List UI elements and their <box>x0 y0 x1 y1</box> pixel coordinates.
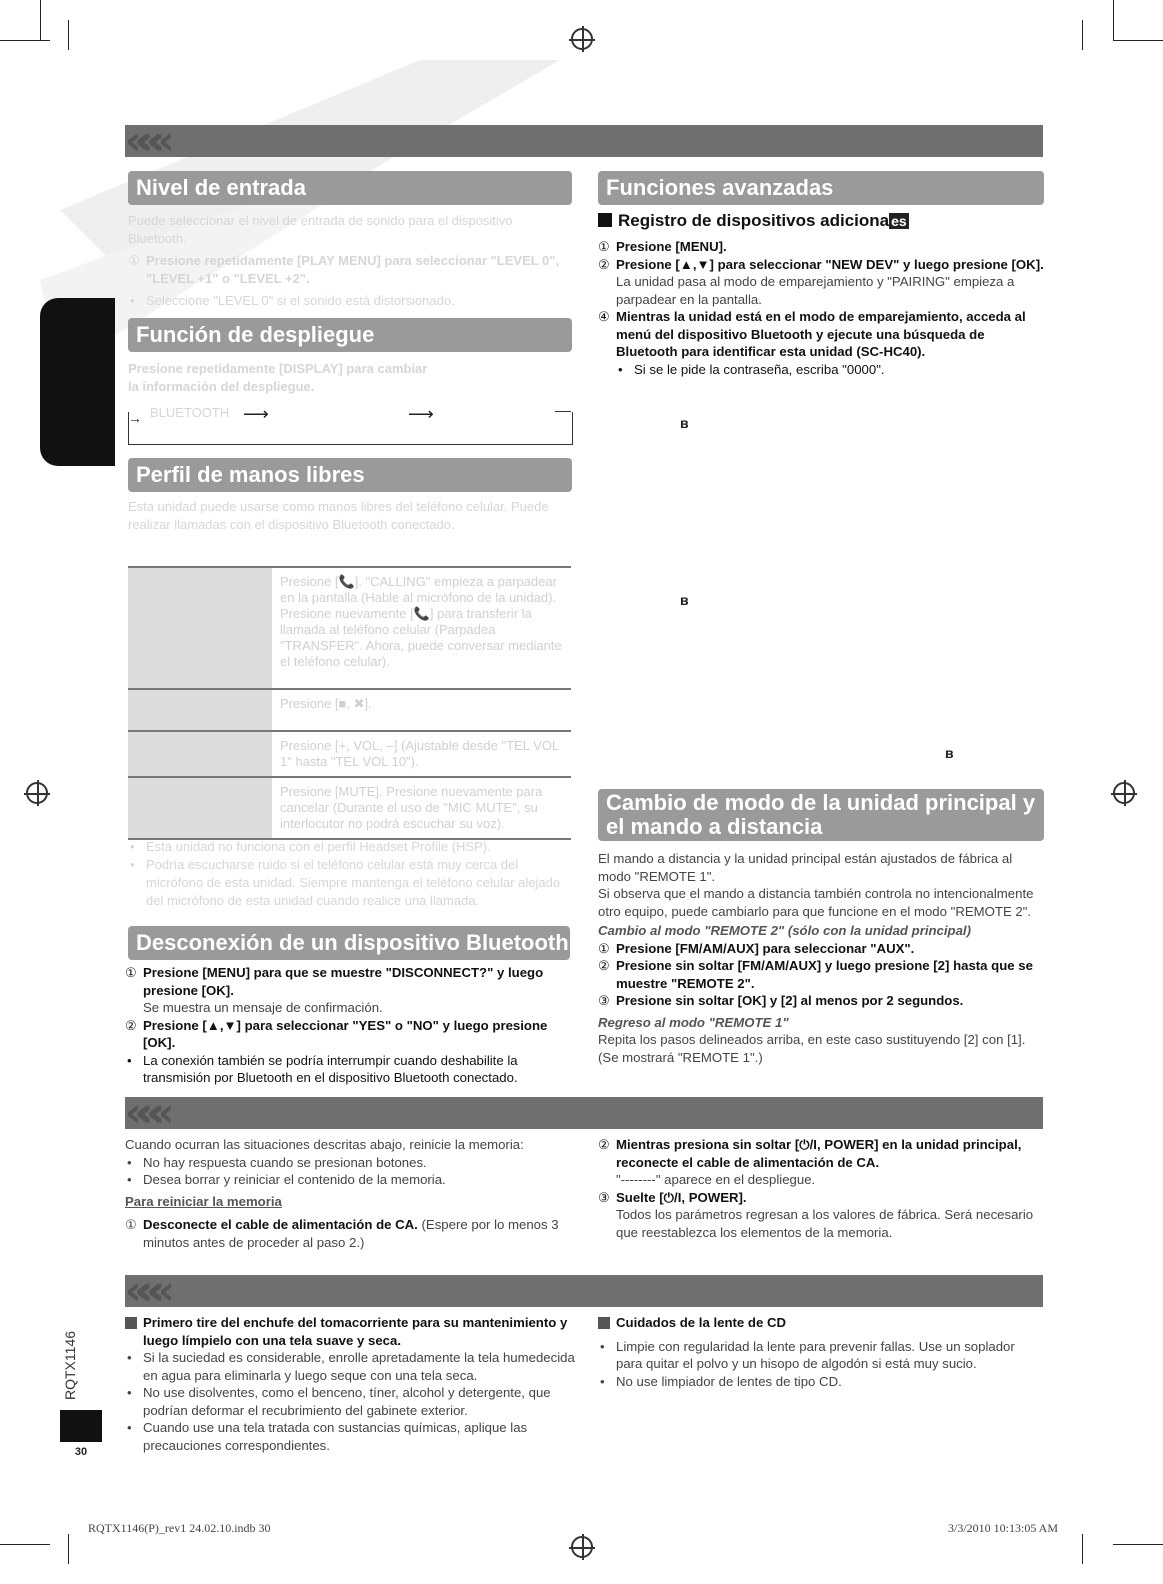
nivel-bullet: • Seleccione "LEVEL 0" si el sonido está distorsionado. <box>128 292 568 310</box>
table-row <box>128 731 571 777</box>
table-cell: Presione [📞]. "CALLING" empieza a parpadear en la pantalla (Hable al micrófono de la unidad). Presione nuevamente [📞] para transferir la llamada al teléfono celular (Parpadea "TRANSFER". Ahora, puede conversar mediante el teléfono celular). <box>272 567 571 689</box>
nivel-step: ① Presione repetidamente [PLAY MENU] para seleccionar "LEVEL 0", "LEVEL +1" o "LEVEL +2". <box>128 253 560 286</box>
section-title-cambio: Cambio de modo de la unidad principal y el mando a distancia <box>598 789 1044 841</box>
table-cell: Presione [MUTE]. Presione nuevamente para cancelar (Durante el uso de "MIC MUTE", su interlocutor no podrá escuchar su voz). <box>272 777 571 839</box>
arrow-icon: ⟶ <box>243 404 269 424</box>
chevron-icon: ««« <box>125 1268 161 1314</box>
page-number: 30 <box>74 1446 88 1458</box>
registration-mark-icon <box>1113 782 1135 804</box>
care-band <box>125 1268 1043 1314</box>
bluetooth-icon: ʙ <box>945 745 954 761</box>
arrow-icon: ⟶ <box>408 404 434 424</box>
chevron-icon: ««« <box>125 118 161 164</box>
side-tab <box>40 298 115 466</box>
registration-mark-icon <box>26 782 48 804</box>
section-title-despliegue: Función de despliegue <box>128 318 572 352</box>
nivel-text: Puede seleccionar el nivel de entrada de sonido para el dispositivo Bluetooth. <box>128 213 513 246</box>
desc-step-1-note: Se muestra un mensaje de confirmación. <box>143 1000 383 1015</box>
desconexion-steps: ① Presione [MENU] para que se muestre "DISCONNECT?" y luego presione [OK]. Se muestra un mensaje de confirmación. ② Presione [▲,▼] para seleccionar "YES" o "NO" y luego presione [OK]. • La conexión también se podría interrumpir cuando deshabilite la transmisión por Bluetooth en el dispositivo Bluetooth conectado. <box>125 964 575 1087</box>
desc-step-1: ① Presione [MENU] para que se muestre "DISCONNECT?" y luego presione [OK]. <box>125 965 544 998</box>
care-right: Cuidados de la lente de CD • Limpie con regularidad la lente para prevenir fallas. Use un soplador para quitar el polvo y un hisopo de algodón si está muy sucio. • No use limpiador de lentes de tipo CD. <box>598 1314 1044 1390</box>
reset-right: ② Mientras presiona sin soltar [⏻/I, POWER] en la unidad principal, reconecte el cable de alimentación de CA. "--------" aparece en el despliegue. ③ Suelte [⏻/I, POWER]. Todos los parámetros regresan a los valores de fábrica. Será necesario que reestablezca los elementos de la memoria. <box>598 1137 1034 1240</box>
table-cell: Presione [■, ✖]. <box>272 689 571 731</box>
section-title-avanzadas: Funciones avanzadas <box>598 171 1044 205</box>
page-tab <box>60 1410 102 1442</box>
registration-mark-icon <box>571 1536 593 1558</box>
table-cell-label <box>128 731 272 777</box>
care-left: Primero tire del enchufe del tomacorriente para su mantenimiento y luego límpielo con una tela suave y seca. • Si la suciedad es considerable, enrolle apretadamente la tela humedecida en agua para eliminarla y luego seque con una tela seca. • No use disolventes, como el benceno, tíner, alcohol y detergente, que podrían deformar el recubrimiento del gabinete exterior. • Cuando use una tela tratada con sustancias químicas, aplique las precauciones correspondientes. <box>125 1314 575 1454</box>
section-title-manos: Perfil de manos libres <box>128 458 572 492</box>
chevron-icon: ««« <box>125 1090 161 1136</box>
despliegue-text: Presione repetidamente [DISPLAY] para cambiar la información del despliegue. <box>128 361 428 394</box>
desc-step-2: ② Presione [▲,▼] para seleccionar "YES" o "NO" y luego presione [OK]. <box>125 1017 548 1050</box>
timestamp: 3/3/2010 10:13:05 AM <box>948 1521 1059 1535</box>
reset-left: Cuando ocurran las situaciones descritas abajo, reinicie la memoria: • No hay respuesta cuando se presionan botones. • Desea borrar y reiniciar el contenido de la memoria. Para reiniciar la memoria ① Desconecte el cable de alimentación de CA. (Espere por lo menos 3 minutos antes de proceder al paso 2.) <box>125 1136 575 1251</box>
manos-text: Esta unidad puede usarse como manos libres del teléfono celular. Puede realizar llamadas con el dispositivo Bluetooth conectado. <box>128 499 549 532</box>
bluetooth-icon: ʙ <box>680 592 689 608</box>
header-band <box>125 118 1043 164</box>
table-cell: Presione [+, VOL, –] (Ajustable desde "TEL VOL 1" hasta "TEL VOL 10"). <box>272 731 571 777</box>
doc-code: RQTX1146 <box>62 1331 78 1400</box>
table-row <box>128 689 571 731</box>
section-title-nivel: Nivel de entrada <box>128 171 572 205</box>
bluetooth-icon: ʙ <box>680 415 689 431</box>
section-title-desconexion: Desconexión de un dispositivo Bluetooth <box>128 926 570 960</box>
registro-steps: ① Presione [MENU]. ② Presione [▲,▼] para seleccionar "NEW DEV" y luego presione [OK]. La unidad pasa al modo de emparejamiento y "PAIRING" empieza a parpadear en la pantalla. ④ Mientras la unidad está en el modo de emparejamiento, acceda al menú del dispositivo Bluetooth y ejecute una búsqueda de Bluetooth para identificar esta unidad (SC-HC40). • Si se le pide la contraseña, escriba "0000". <box>598 238 1044 378</box>
handsfree-table <box>128 566 571 840</box>
registro-title: Registro de dispositivos adiciona es <box>598 211 909 231</box>
file-info: RQTX1146(P)_rev1 24.02.10.indb 30 <box>88 1521 271 1535</box>
manos-bullets: • Esta unidad no funciona con el perfil Headset Profile (HSP). • Podría escucharse ruido si el teléfono celular está muy cerca del micrófono de esta unidad. Siempre mantenga el teléfono celular alejado del micrófono de esta unidad cuando realice una llamada. <box>128 838 568 910</box>
flow-line <box>555 411 571 412</box>
table-cell-label <box>128 567 272 689</box>
flow-label: BLUETOOTH <box>150 405 230 420</box>
cambio-text: El mando a distancia y la unidad principal están ajustados de fábrica al modo "REMOTE 1". Si observa que el mando a distancia también controla no intencionalmente otro equipo, puede cambiarlo para que funcione en el modo "REMOTE 2". Cambio al modo "REMOTE 2" (sólo con la unidad principal) ① Presione [FM/AM/AUX] para seleccionar "AUX". ② Presione sin soltar [FM/AM/AUX] y luego presione [2] hasta que se muestre "REMOTE 2". ③ Presione sin soltar [OK] y [2] al menos por 2 segundos. Regreso al modo "REMOTE 1" Repita los pasos delineados arriba, en este caso sustituyendo [2] con [1]. (Se mostrará "REMOTE 1".) <box>598 851 1034 1065</box>
table-cell-label <box>128 689 272 731</box>
table-cell-label <box>128 777 272 839</box>
arrow-icon: → <box>128 410 142 426</box>
table-row <box>128 567 571 689</box>
reset-band <box>125 1090 1043 1136</box>
table-row <box>128 777 571 839</box>
